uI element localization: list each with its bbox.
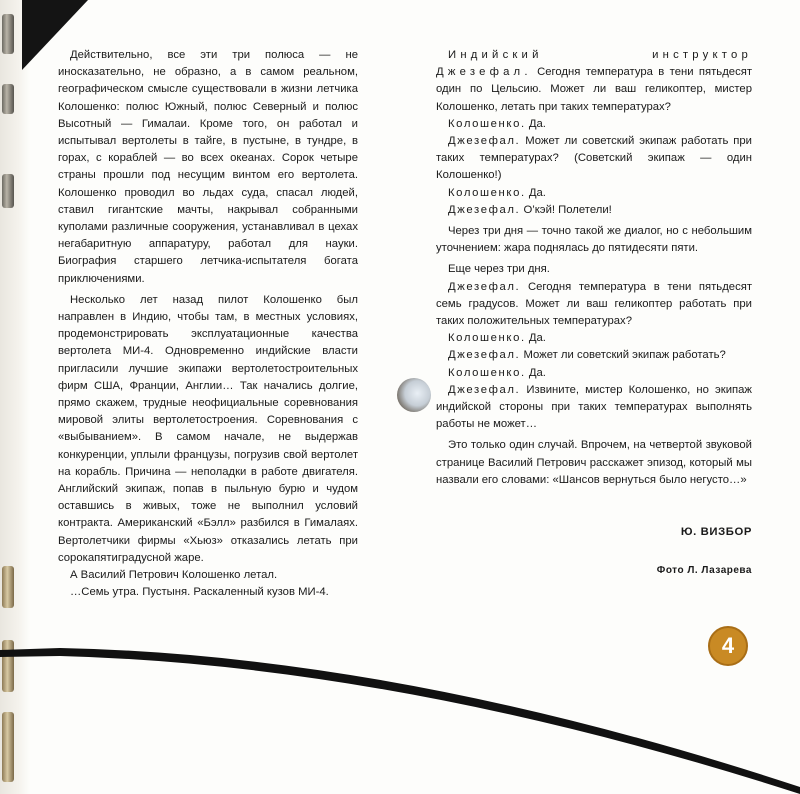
dialogue-line <box>436 47 752 116</box>
line-text: Да. <box>528 366 546 379</box>
speaker-name: Колошенко. <box>448 332 526 345</box>
speaker-name: Колошенко. <box>448 186 526 199</box>
paragraph: Это только один случай. Впрочем, на четвертой звуковой странице Василий Петрович расскажет эпизод, который мы назвали его словами: «Шансов вернуться было негусто…» <box>436 439 752 486</box>
line-text: Да. <box>528 332 546 345</box>
dialogue-line <box>436 330 752 347</box>
speaker-name: Джезефал. <box>448 383 521 396</box>
dialogue-line <box>436 202 752 219</box>
record-hole <box>397 378 431 412</box>
speaker-name: Джезефал. <box>448 135 521 148</box>
speaker-name: Колошенко. <box>448 117 526 130</box>
dialogue-line <box>436 347 752 364</box>
paragraph: Еще через три дня. <box>448 263 550 276</box>
paragraph: Через три дня — точно такой же диалог, но с небольшим уточнением: жара поднялась до пятидесяти пяти. <box>436 225 752 255</box>
speaker-name: Колошенко. <box>448 366 526 379</box>
right-column <box>436 47 752 489</box>
line-text: Сегодня температура в тени пятьдесят один по Цельсию. Может ли ваш геликоптер, мистер Колошенко, летать при таких температурах? <box>436 66 753 113</box>
paragraph: А Василий Петрович Колошенко летал. <box>70 569 278 582</box>
line-text: О’кэй! Полетели! <box>523 203 612 216</box>
dialogue-line <box>436 116 752 133</box>
line-text: Сегодня температура в тени пятьдесят семь градусов. Может ли ваш геликоптер работать при таких положительных температурах? <box>436 280 753 328</box>
dialogue-line <box>436 279 752 331</box>
dialogue-line <box>436 365 752 382</box>
speaker-name: Джезефал. <box>448 349 521 362</box>
dialogue-line <box>436 382 752 434</box>
paragraph: …Семь утра. Пустыня. Раскаленный кузов МИ-4. <box>70 586 329 599</box>
line-text: Может ли советский экипаж работать при таких температурах? (Советский экипаж — один Колошенко!) <box>436 135 752 182</box>
left-column <box>58 47 358 602</box>
author-signature: Ю. ВИЗБОР <box>680 526 752 538</box>
photo-credit: Фото Л. Лазарева <box>656 565 752 576</box>
paragraph: Действительно, все эти три полюса — не иносказательно, не образно, а в самом реальном, географическом смысле существовали в жизни летчика Колошенко: полюс Южный, полюс Северный и полюс Высотный — Гималаи. Кроме того, он работал и испытывал вертолеты в тайге, в пустыне, в тундре, в горах, с кораблей — во всех океанах. Сорок четыре страны прошли под несущим винтом его вертолета. Колошенко проводил во льдах суда, спасал людей, ставил гигантские мачты, накрывал собранными куполами различные сооружения, устанавливал в цехах негабаритную аппаратуру, работал для науки. Биография старшего летчика-испытателя богата приключениями. <box>58 49 358 285</box>
line-text: Да. <box>528 117 546 130</box>
line-text: Извините, мистер Колошенко, но экипаж индийской стороны при таких температурах выполнять работы не может… <box>436 383 752 431</box>
speaker-name: Джезефал. <box>448 203 521 216</box>
dialogue-line <box>436 185 752 202</box>
speaker-name: Индийский инструктор Джезефал. <box>436 49 752 79</box>
dialogue-line <box>436 133 752 185</box>
page-number-badge: 4 <box>708 626 748 666</box>
line-text: Да. <box>528 186 546 199</box>
paragraph: Несколько лет назад пилот Колошенко был направлен в Индию, чтобы там, в местных условиях, продемонстрировать эксплуатационные качества вертолета МИ-4. Одновременно индийские власти пригласили лучшие экипажи вертолетостроительных фирм США, Франции, Англии… Так начались долгие, прямо скажем, трудные неофициальные соревнования мировой элиты вертолетостроения. Соревнования с «выбыванием». В самом начале, не выдержав конкуренции, уплыли французы, погрузив свой вертолет на корабль. Причина — неполадки в работе двигателя. Английский экипаж, попав в пыльную бурю и чудом оставшись в живых, тоже не выполнил условий контракта. Американский «Бэлл» разбился в Гималаях. Вертолетчики фирмы «Хьюз» отказались летать при сорокапятиградусной жаре. <box>58 293 358 564</box>
speaker-name: Джезефал. <box>448 280 521 293</box>
line-text: Может ли советский экипаж работать? <box>523 349 726 362</box>
